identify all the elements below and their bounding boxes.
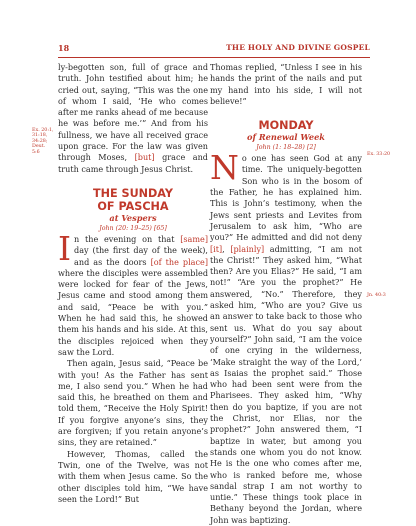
right-paragraph-1: No one has seen God at any time. The uniquely-begotten Son who is in the bosom of the Father, he has explained him. This is John’s testimony, when the Jews sent priests and Levites from Jerusalem to ask him, “Who are you?” He admitted and did not deny [it], [plainly] admitting, “I am not the Christ!” They asked him, “What then? Are you Elias?” He said, “I am not!” “Are you the prophet?” He answered, “No.” Therefore, they asked him, “Who are you? Give us an answer to take back to those who sent us. What do you say about yourself?” John said, “I am the voice of one crying in the wilderness, ‘Make straight the way of the Lord,’ as Isaias the prophet said.” Those who had been sent were from the Pharisees. They asked him, “Why then do you baptize, if you are not the Christ, nor Elias, nor the prophet?” John answered them, “I baptize in water, but among you stands one whom you do not know. He is the one who comes after me, who is ranked before me, whose sandal strap I am not worthy to untie.” These things took place in Bethany beyond the Jordan, where John was baptizing. — [210, 148, 362, 525]
left-intro-paragraph: ly-begotten son, full of grace and truth. John testified about him; he cried out, saying, “This was the one of whom I said, ‘He who comes after me ranks ahead of me because he was before me.’” And from his fullness, we have all received grace upon grace. For the law was given through Moses, [but] grace and truth came through Jesus Christ. — [58, 62, 208, 174]
drop-cap: N — [210, 148, 239, 188]
section-title-line2: OF PASCHA — [97, 199, 169, 213]
margin-reference-right-1: Ex. 33:20 — [367, 152, 391, 157]
margin-reference-left: Ex. 20:1, 31:18, 34:28; Deut. 5:6 — [32, 128, 54, 155]
left-paragraph-2: Then again, Jesus said, “Peace be with you! As the Father has sent me, I also send you.” When he had said this, he breathed on them and told them, “Receive the Holy Spirit! If you forgive anyone’s sins, they are forgiven; if you retain anyone’s sins, they are retained.” — [58, 358, 208, 448]
page-number: 18 — [58, 43, 70, 53]
left-paragraph-1: In the evening on that [same] day (the first day of the week), and as the doors [of the place] where the disciples were assembled were locked for fear of the Jews, Jesus came and stood among them and said, “Peace be with you.” When he had said this, he showed them his hands and his side. At this, the disciples rejoiced when they saw the Lord. — [58, 228, 208, 357]
section-subtitle: of Renewal Week — [247, 132, 325, 143]
margin-reference-right-2: Jn. 40:3 — [367, 293, 386, 298]
section-reference: John (20: 19–25) [65] — [99, 224, 167, 232]
bracket-insertion: [plainly] — [230, 243, 265, 254]
bracket-insertion: [but] — [134, 152, 155, 163]
running-header — [58, 43, 370, 58]
running-title: THE HOLY AND DIVINE GOSPEL — [226, 43, 370, 52]
section-title-line1: THE SUNDAY — [92, 186, 173, 200]
left-column — [58, 62, 208, 505]
sunday-pascha-heading — [58, 187, 208, 234]
section-reference: John (1: 18–28) [2] — [256, 144, 316, 152]
bracket-insertion: [it] — [210, 243, 223, 254]
right-column — [210, 62, 362, 526]
section-subtitle: at Vespers — [109, 212, 157, 223]
bracket-insertion: [same] — [180, 233, 208, 244]
left-paragraph-3: However, Thomas, called the Twin, one of the Twelve, was not with them when Jesus came. So the other disciples told him, “We have seen the Lord!” But — [58, 448, 208, 504]
drop-cap: I — [58, 228, 72, 268]
section-title: MONDAY — [258, 119, 314, 133]
right-intro-paragraph: Thomas replied, “Unless I see in his hands the print of the nails and put my hand into his side, I will not believe!” — [210, 62, 362, 106]
bracket-insertion: [of the place] — [150, 256, 208, 267]
